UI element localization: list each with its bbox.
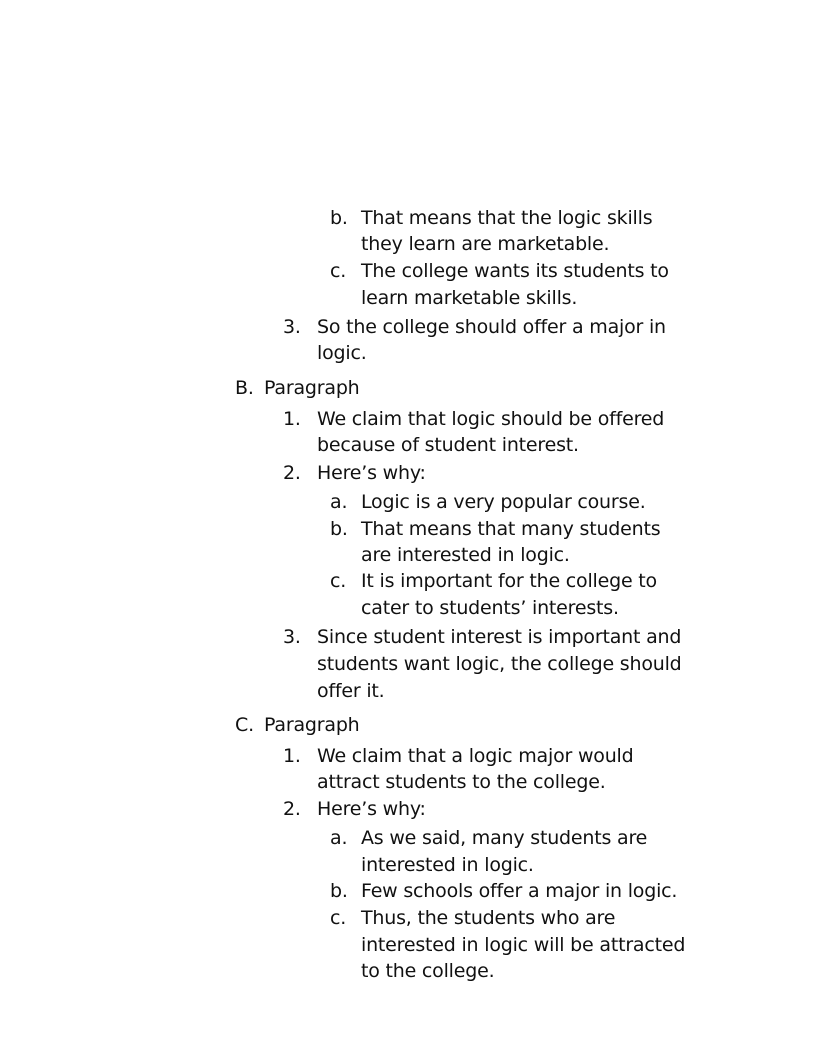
item-text: attract students to the college.: [317, 771, 606, 793]
item-text: It is important for the college to: [361, 570, 657, 592]
item-marker: 2.: [283, 462, 301, 484]
item-text: offer it.: [317, 680, 385, 702]
item-marker: c.: [330, 570, 347, 592]
item-text: learn marketable skills.: [361, 287, 578, 309]
item-text: Logic is a very popular course.: [361, 491, 646, 513]
item-text: That means that many students: [361, 518, 661, 540]
item-marker: 1.: [283, 745, 301, 767]
item-text: As we said, many students are: [361, 827, 648, 849]
item-text: So the college should offer a major in: [317, 316, 666, 338]
item-text: Since student interest is important and: [317, 626, 682, 648]
item-marker: 1.: [283, 408, 301, 430]
item-marker: b.: [330, 518, 348, 540]
item-marker: a.: [330, 827, 348, 849]
item-text: they learn are marketable.: [361, 233, 610, 255]
section-marker: B.: [235, 377, 254, 399]
section-marker: C.: [235, 714, 254, 736]
item-text: Thus, the students who are: [361, 907, 616, 929]
item-marker: 3.: [283, 626, 301, 648]
item-text: are interested in logic.: [361, 544, 570, 566]
item-marker: 3.: [283, 316, 301, 338]
item-text: We claim that a logic major would: [317, 745, 634, 767]
item-text: interested in logic will be attracted: [361, 934, 686, 956]
item-text: The college wants its students to: [361, 260, 669, 282]
item-marker: b.: [330, 207, 348, 229]
item-text: Here’s why:: [317, 462, 426, 484]
item-text: Few schools offer a major in logic.: [361, 880, 678, 902]
item-text: We claim that logic should be offered: [317, 408, 665, 430]
item-marker: 2.: [283, 798, 301, 820]
item-text: to the college.: [361, 960, 495, 982]
item-text: interested in logic.: [361, 854, 534, 876]
item-text: cater to students’ interests.: [361, 597, 619, 619]
item-marker: a.: [330, 491, 348, 513]
section-heading: Paragraph: [264, 714, 360, 736]
item-marker: c.: [330, 260, 347, 282]
item-text: because of student interest.: [317, 434, 579, 456]
item-text: Here’s why:: [317, 798, 426, 820]
item-text: logic.: [317, 342, 367, 364]
item-text: That means that the logic skills: [361, 207, 653, 229]
section-heading: Paragraph: [264, 377, 360, 399]
item-marker: c.: [330, 907, 347, 929]
item-marker: b.: [330, 880, 348, 902]
item-text: students want logic, the college should: [317, 653, 682, 675]
